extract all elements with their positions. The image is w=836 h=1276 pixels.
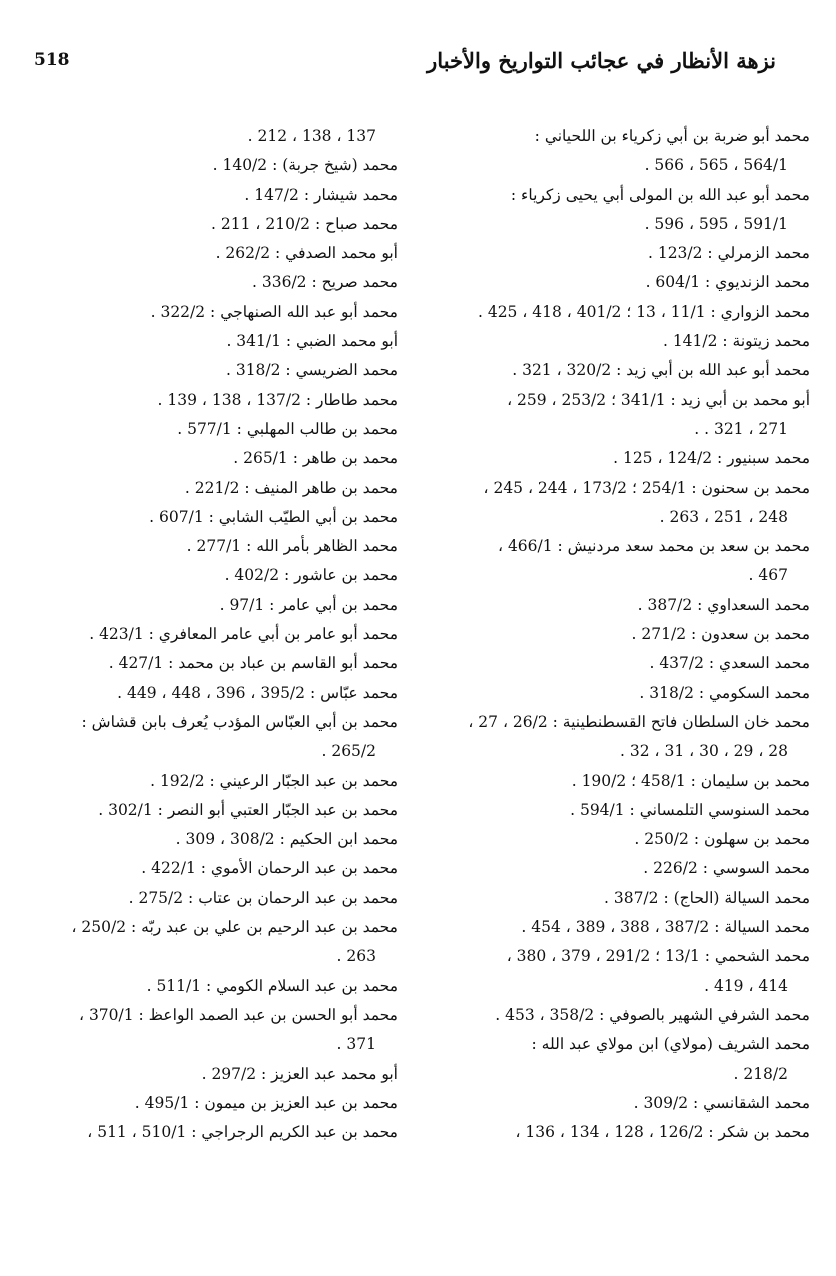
index-entry: محمد الشحمي : 13/1 ؛ 291/2 ، 379 ، 380 ، — [506, 947, 810, 966]
index-entry: أبو محمد الصدفي : 262/2 . — [215, 244, 398, 263]
index-entry: محمد أبو عامر بن أبي عامر المعافري : 423/1 . — [89, 625, 398, 644]
index-entry: محمد السيالة : 387/2 ، 388 ، 389 ، 454 . — [521, 918, 810, 937]
index-entry-continuation: 564/1 ، 565 ، 566 . — [644, 156, 788, 175]
index-entry: محمد بن سهلون : 250/2 . — [634, 830, 810, 849]
index-entry: محمد السعداوي : 387/2 . — [637, 595, 810, 614]
index-entry: محمد أبو عبد الله بن أبي زيد : 320/2 ، 321 . — [512, 361, 810, 380]
index-entry: أبو محمد عبد العزيز : 297/2 . — [201, 1064, 398, 1083]
index-entry-continuation: 265/2 . — [321, 742, 376, 761]
index-entry-continuation: 271 ، 321 . . — [694, 419, 788, 438]
index-entry: محمد الشريف (مولاي) ابن مولاي عبد الله : — [531, 1035, 810, 1054]
index-entry: محمد الزمرلي : 123/2 . — [647, 244, 810, 263]
index-entry: أبو محمد الضبي : 341/1 . — [226, 332, 398, 351]
index-entry: محمد طاطار : 137/2 ، 138 ، 139 . — [157, 390, 398, 409]
index-entry: محمد بن شكر : 126/2 ، 128 ، 134 ، 136 ، — [515, 1123, 810, 1142]
index-entry: محمد بن عبد الجبّار الرعيني : 192/2 . — [150, 771, 398, 790]
index-entry: محمد صريح : 336/2 . — [252, 273, 398, 292]
index-entry: محمد شيشار : 147/2 . — [244, 185, 398, 204]
index-entry: محمد بن سعد بن محمد سعد مردنيش : 466/1 ، — [498, 537, 810, 556]
index-entry: محمد خان السلطان فاتح القسطنطينية : 26/2 ، 27 ، — [468, 712, 810, 731]
index-entry-continuation: 28 ، 29 ، 30 ، 31 ، 32 . — [620, 742, 788, 761]
index-entry: محمد بن عبد الرحيم بن علي بن عبد ربّه : 250/2 ، — [71, 918, 398, 937]
index-entry: محمد السنوسي التلمساني : 594/1 . — [570, 800, 810, 819]
index-entry-continuation: 591/1 ، 595 ، 596 . — [644, 214, 788, 233]
index-entry: محمد بن عبد العزيز بن ميمون : 495/1 . — [134, 1093, 398, 1112]
index-entry: محمد (شيخ جربة) : 140/2 . — [212, 156, 398, 175]
index-entry: محمد سبنيور : 124/2 ، 125 . — [613, 449, 810, 468]
index-entry: محمد زيتونة : 141/2 . — [662, 332, 810, 351]
index-entry: محمد بن سعدون : 271/2 . — [631, 625, 810, 644]
index-entry: محمد السكومي : 318/2 . — [639, 683, 810, 702]
index-entry: محمد أبو عبد الله الصنهاجي : 322/2 . — [150, 302, 398, 321]
index-entry-continuation: 371 . — [336, 1035, 376, 1054]
index-entry-continuation: 263 . — [336, 947, 376, 966]
index-entry: محمد بن عاشور : 402/2 . — [224, 566, 398, 585]
index-entry: محمد ابن الحكيم : 308/2 ، 309 . — [175, 830, 398, 849]
index-entry: محمد بن طاهر المنيف : 221/2 . — [184, 478, 398, 497]
index-entry-continuation: 218/2 . — [733, 1064, 788, 1083]
index-entry: محمد بن طالب المهلبي : 577/1 . — [177, 419, 398, 438]
index-entry: محمد بن أبي الطيّب الشابي : 607/1 . — [149, 507, 398, 526]
index-entry: محمد السيالة (الحاج) : 387/2 . — [603, 888, 810, 907]
running-header — [34, 44, 776, 76]
index-entry: محمد الزواري : 11/1 ، 13 ؛ 401/2 ، 418 ، 425 . — [477, 302, 810, 321]
index-entry: محمد أبو ضربة بن أبي زكرياء بن اللحياني : — [534, 127, 810, 145]
index-entry: محمد بن عبد الكريم الرجراجي : 510/1 ، 511 ، — [87, 1123, 398, 1142]
index-entry: محمد بن عبد الرحمان الأموي : 422/1 . — [141, 859, 398, 878]
index-entry: محمد بن عبد الجبّار العتبي أبو النصر : 302/1 . — [98, 800, 398, 819]
index-entry: محمد الزنديوي : 604/1 . — [645, 273, 810, 292]
index-entry: محمد بن طاهر : 265/1 . — [233, 449, 398, 468]
index-entry: محمد أبو الحسن بن عبد الصمد الواعظ : 370/1 ، — [79, 1005, 398, 1024]
index-entry-continuation: 248 ، 251 ، 263 . — [659, 507, 788, 526]
index-entry: محمد بن سليمان : 458/1 ؛ 190/2 . — [571, 771, 810, 790]
index-entry: محمد بن عبد الرحمان بن عتاب : 275/2 . — [128, 888, 398, 907]
index-entry-continuation: 414 ، 419 . — [704, 976, 788, 995]
index-entry: محمد الشرفي الشهير بالصوفي : 358/2 ، 453 . — [495, 1005, 810, 1024]
index-entry: محمد بن سحنون : 254/1 ؛ 173/2 ، 244 ، 245 ، — [483, 478, 810, 497]
page-number: 518 — [34, 50, 70, 70]
index-entry-continuation: 467 . — [748, 566, 788, 585]
index-entry: محمد الظاهر بأمر الله : 277/1 . — [186, 537, 398, 556]
index-entry: محمد صباح : 210/2 ، 211 . — [211, 214, 398, 233]
index-entry: محمد عبّاس : 395/2 ، 396 ، 448 ، 449 . — [117, 683, 398, 702]
index-entry: محمد بن أبي عامر : 97/1 . — [219, 595, 398, 614]
index-entry: محمد السوسي : 226/2 . — [643, 859, 810, 878]
index-entry-continuation: 137 ، 138 ، 212 . — [247, 127, 376, 145]
index-entry: محمد السعدي : 437/2 . — [649, 654, 810, 673]
index-entry: محمد الضريسي : 318/2 . — [225, 361, 398, 380]
index-entry: محمد أبو عبد الله بن المولى أبي يحيى زكرياء : — [510, 185, 810, 204]
index-entry: محمد بن أبي العبّاس المؤدب يُعرف بابن قشاش : — [81, 712, 398, 731]
index-entry: محمد الشقانسي : 309/2 . — [633, 1093, 810, 1112]
index-column-right — [442, 122, 810, 1147]
index-column-left — [30, 122, 398, 1147]
index-entry: أبو محمد بن أبي زيد : 341/1 ؛ 253/2 ، 259 ، — [507, 390, 810, 409]
index-entry: محمد أبو القاسم بن عباد بن محمد : 427/1 . — [108, 654, 398, 673]
book-title: نزهة الأنظار في عجائب التواريخ والأخبار — [427, 47, 776, 73]
index-entry: محمد بن عبد السلام الكومي : 511/1 . — [146, 976, 398, 995]
